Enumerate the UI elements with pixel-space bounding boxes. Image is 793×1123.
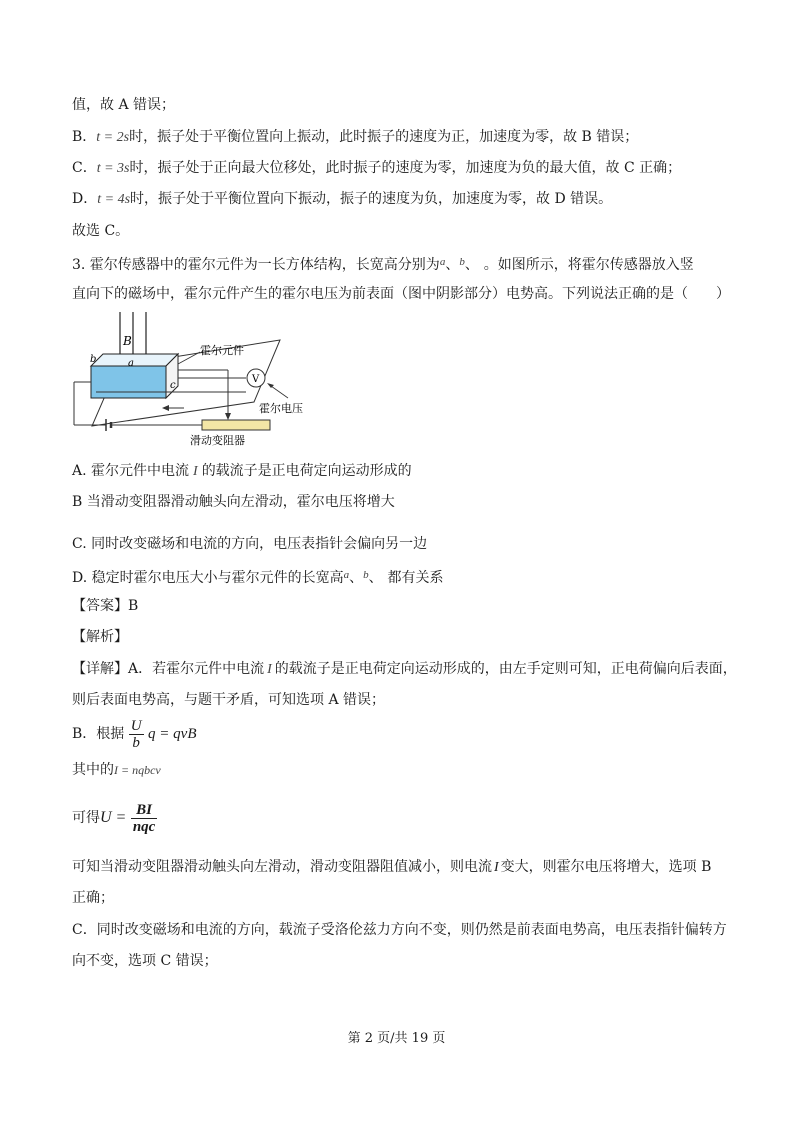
label-hall-element: 霍尔元件 xyxy=(200,344,244,357)
left-arrow-icon xyxy=(162,405,169,411)
question-3-stem-2: 直向下的磁场中，霍尔元件产生的霍尔电压为前表面（图中阴影部分）电势高。下列说法正确的是（ ） xyxy=(72,286,730,302)
detail-line: 向不变，选项 C 错误； xyxy=(72,953,218,969)
detail-line: 【详解】A．若霍尔元件中电流 I 的载流子是正电荷定向运动形成的，由左手定则可知，正电荷偏向后表面， xyxy=(72,661,737,677)
front-face-shaded xyxy=(91,366,166,398)
formula-result: 可得U = $\frac{BI}{\text{nqc}}$ xyxy=(72,801,156,835)
label-hall-voltage: 霍尔电压 xyxy=(259,402,303,415)
text-line: 故选 C。 xyxy=(72,223,130,239)
label-c: c xyxy=(170,380,176,391)
option-b: B 当滑动变阻器滑动触头向左滑动，霍尔电压将增大 xyxy=(72,494,395,510)
page-footer: 第 2 页/共 19 页 xyxy=(347,1031,446,1046)
label-b: b xyxy=(90,354,97,365)
analysis-tag: 【解析】 xyxy=(72,629,128,645)
hall-sensor-figure xyxy=(66,308,303,450)
answer: 【答案】B xyxy=(72,598,139,614)
text-line: B．t = 2s时，振子处于平衡位置向上振动，此时振子的速度为正，加速度为零，故 B 错误； xyxy=(72,129,639,145)
option-a: A. 霍尔元件中电流 I 的载流子是正电荷定向运动形成的 xyxy=(72,463,412,479)
text-line: 值，故 A 错误； xyxy=(72,97,176,113)
detail-line: 可知当滑动变阻器滑动触头向左滑动，滑动变阻器阻值减小，则电流 I 变大，则霍尔电压将增大，选项 B xyxy=(72,859,712,875)
fraction: $\frac{U}{b}$ xyxy=(130,717,142,751)
option-c: C. 同时改变磁场和电流的方向，电压表指针会偏向另一边 xyxy=(72,536,428,552)
label-V: V xyxy=(252,374,260,385)
rheostat xyxy=(202,420,270,430)
fraction: $\frac{BI}{\text{nqc}}$ xyxy=(132,801,156,835)
label-B: B xyxy=(123,334,132,348)
detail-line: 正确； xyxy=(72,890,114,906)
detail-line: 则后表面电势高，与题干矛盾，可知选项 A 错误； xyxy=(72,692,386,708)
detail-line: C．同时改变磁场和电流的方向，载流子受洛伦兹力方向不变，则仍然是前表面电势高，电压表指针偏转方 xyxy=(72,922,727,938)
option-d: D. 稳定时霍尔电压大小与霍尔元件的长宽高$^a$、$^b$、$^c$都有关系 xyxy=(72,569,444,586)
label-rheostat: 滑动变阻器 xyxy=(190,434,245,447)
label-a: a xyxy=(128,358,134,369)
text-line: D．t = 4s时，振子处于平衡位置向下振动，振子的速度为负，加速度为零，故 D 错误。 xyxy=(72,191,613,207)
formula-where: 其中的I = nqbcv xyxy=(72,762,161,778)
formula-b: B．根据 $\frac{U}{b}$ q = qvB xyxy=(72,717,197,751)
question-3-stem: 3. 霍尔传感器中的霍尔元件为一长方体结构，长宽高分别为$^a$、$^b$、$^c$。如图所示，将霍尔传感器放入竖 xyxy=(72,256,694,273)
text-line: C．t = 3s时，振子处于正向最大位移处，此时振子的速度为零，加速度为负的最大值，故 C 正确； xyxy=(72,160,682,176)
